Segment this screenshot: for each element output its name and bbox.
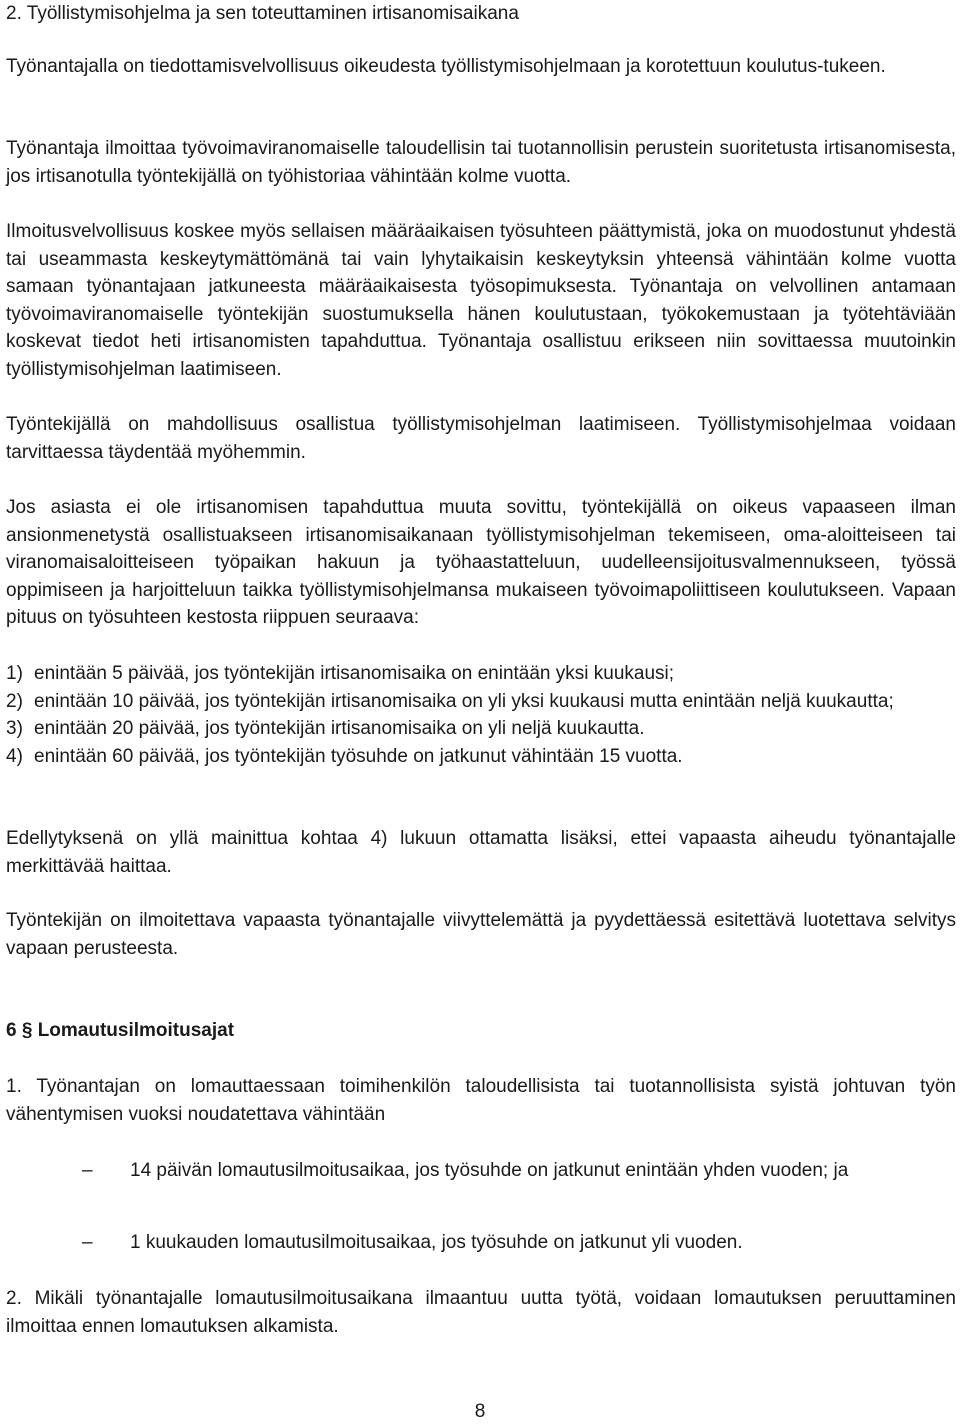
list-item-number: 4)	[6, 745, 23, 767]
list-item-number: 1)	[6, 663, 23, 684]
paragraph-layoff-notice: 1. Työnantajan on lomauttaessaan toimihenkilön taloudellisista tai tuotannollisista syistä johtuvan työn vähentymisen vuoksi noudatettava vähintään	[6, 1076, 956, 1125]
dash-list-item	[6, 1157, 956, 1185]
section-title: 2. Työllistymisohjelma ja sen toteuttaminen irtisanomisaikana	[6, 3, 519, 24]
dash-list-item	[6, 1229, 956, 1257]
paragraph-leave-right: Jos asiasta ei ole irtisanomisen tapahduttua muuta sovittu, työntekijällä on oikeus vapaaseen ilman ansionmenetystä osallistuakseen irtisanomisaikanaan työllistymisohjelman tekemiseen, oma-aloitteiseen tai viranomaisaloitteiseen työpaikan hakuun ja työhaastatteluun, uudelleensijoitusvalmennukseen, työssä oppimiseen ja harjoitteluun taikka työllistymisohjelmansa mukaiseen työvoimapoliittiseen koulutukseen. Vapaan pituus on työsuhteen kestosta riippuen seuraava:	[6, 497, 956, 629]
paragraph-condition: Edellytyksenä on yllä mainittua kohtaa 4) lukuun ottamatta lisäksi, ettei vapaasta aiheudu työnantajalle merkittävää haittaa.	[6, 828, 956, 877]
dash-item-text: 1 kuukauden lomautusilmoitusaikaa, jos työsuhde on jatkunut yli vuoden.	[130, 1232, 743, 1253]
list-item-number: 2)	[6, 690, 23, 712]
dash-item-text: 14 päivän lomautusilmoitusaikaa, jos työsuhde on jatkunut enintään yhden vuoden; ja	[130, 1160, 849, 1181]
list-item-text: enintään 20 päivää, jos työntekijän irtisanomisaika on yli neljä kuukautta.	[34, 718, 645, 740]
list-item-text: enintään 60 päivää, jos työntekijän työsuhde on jatkunut vähintään 15 vuotta.	[34, 745, 683, 767]
list-item	[6, 743, 956, 771]
dash-mark: –	[82, 1160, 93, 1181]
paragraph-layoff-cancel: 2. Mikäli työnantajalle lomautusilmoitusaikana ilmaantuu uutta työtä, voidaan lomautuksen peruuttaminen ilmoittaa ennen lomautuksen alkamista.	[6, 1288, 956, 1337]
list-item	[6, 715, 956, 743]
leave-duration-list	[6, 660, 956, 770]
page-number: 8	[474, 1401, 486, 1422]
dash-mark: –	[82, 1232, 93, 1253]
paragraph-employee-participation: Työntekijällä on mahdollisuus osallistua työllistymisohjelman laatimiseen. Työllistymisohjelmaa voidaan tarvittaessa täydentää myöhemmin.	[6, 414, 956, 463]
list-item-text: enintään 10 päivää, jos työntekijän irtisanomisaika on yli yksi kuukausi mutta enintään neljä kuukautta;	[34, 690, 894, 712]
list-item-number: 3)	[6, 718, 23, 740]
section-heading: 6 § Lomautusilmoitusajat	[6, 1020, 235, 1041]
list-item-text: enintään 5 päivää, jos työntekijän irtisanomisaika on enintään yksi kuukausi;	[34, 663, 675, 684]
list-item	[6, 688, 956, 716]
list-item	[6, 660, 956, 688]
paragraph-notification-scope: Ilmoitusvelvollisuus koskee myös sellaisen määräaikaisen työsuhteen päättymistä, joka on muodostunut yhdestä tai useammasta keskeytymättömänä tai vain lyhytaikaisin keskeytyksin yhteensä vähintään kolme vuotta samaan työnantajaan jatkuneesta määräaikaisesta työsopimuksesta. Työnantaja on velvollinen antamaan työvoimaviranomaiselle työntekijän suostumuksella hänen koulutustaan, työkokemustaan ja työtehtäviään koskevat tiedot heti irtisanomisten tapahduttua. Työnantaja osallistuu erikseen niin sovittaessa muutoinkin työllistymisohjelman laatimiseen.	[6, 221, 956, 380]
paragraph-info-duty: Työnantajalla on tiedottamisvelvollisuus oikeudesta työllistymisohjelmaan ja korotettuun koulutus-tukeen.	[6, 56, 886, 77]
paragraph-notice-requirement: Työntekijän on ilmoitettava vapaasta työnantajalle viivyttelemättä ja pyydettäessä esitettävä luotettava selvitys vapaan perusteesta.	[6, 910, 956, 959]
paragraph-employer-notify: Työnantaja ilmoittaa työvoimaviranomaiselle taloudellisin tai tuotannollisin perustein suoritetusta irtisanomisesta, jos irtisanotulla työntekijällä on työhistoriaa vähintään kolme vuotta.	[6, 138, 956, 187]
